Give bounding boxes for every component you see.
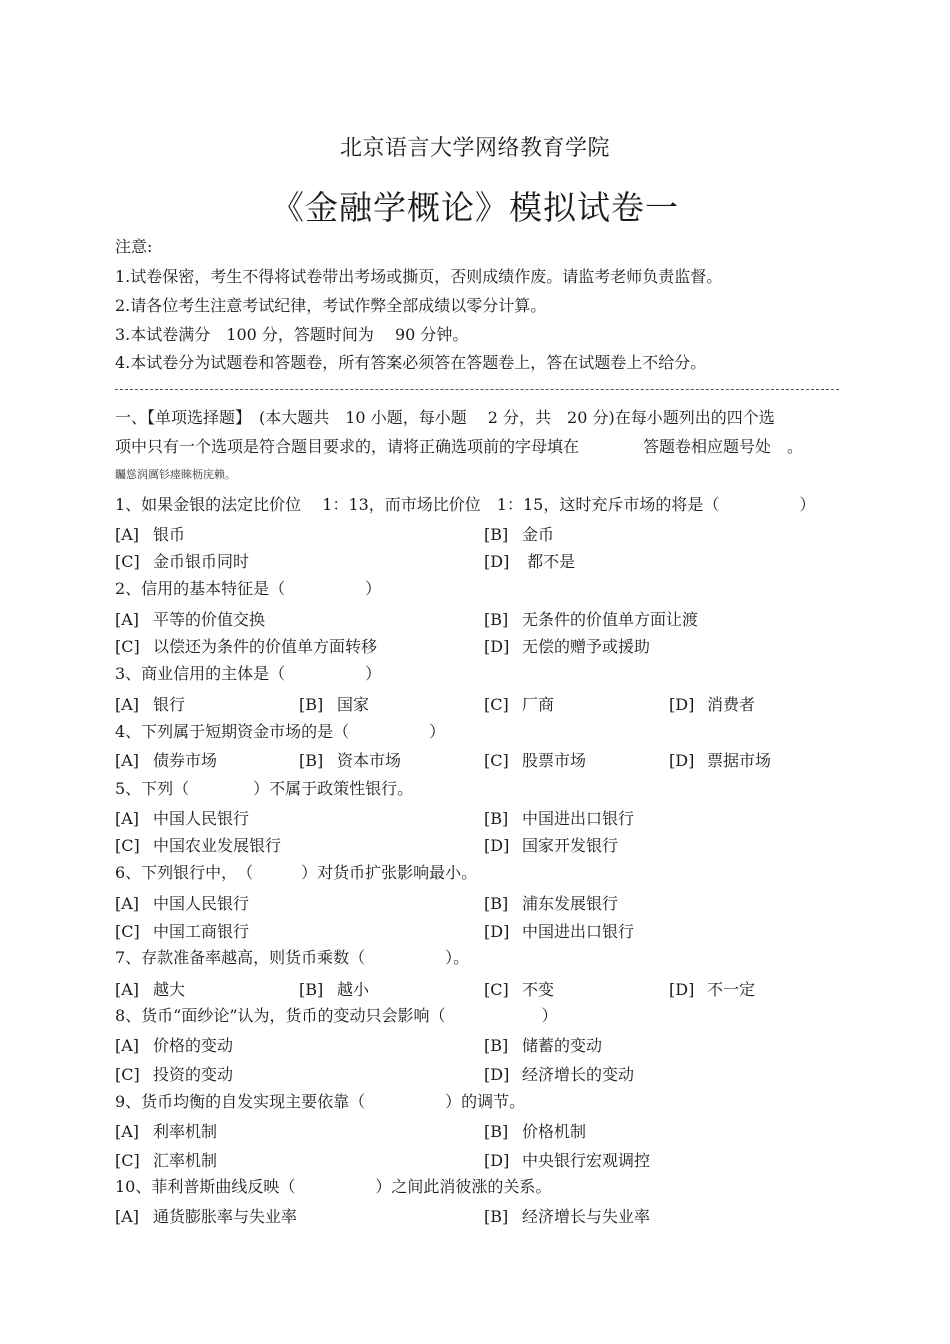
option-b (299, 980, 369, 1000)
option-label: [B] (484, 1207, 509, 1226)
question-stem: 9、货币均衡的自发实现主要依靠（ ）的调节。 (115, 1092, 526, 1111)
option-a (115, 894, 249, 914)
option-label: [D] (669, 751, 695, 770)
option-label: [B] (484, 610, 509, 629)
section-instruction: 项中只有一个选项是符合题目要求的，请将正确选项前的字母填在 答题卷相应题号处 。 (115, 437, 804, 456)
option-label: [B] (484, 894, 509, 913)
question-stem: 8、货币“面纱论”认为，货币的变动只会影响（ ） (115, 1006, 558, 1025)
option-c (484, 695, 554, 715)
option-text: 中国进出口银行 (522, 922, 635, 941)
option-a (115, 980, 185, 1000)
option-d (484, 1065, 634, 1085)
option-label: [C] (484, 751, 509, 770)
option-label: [C] (115, 1151, 140, 1170)
option-label: [D] (484, 1065, 510, 1084)
notice-item: 2.请各位考生注意考试纪律，考试作弊全部成绩以零分计算。 (115, 296, 547, 315)
option-text: 价格机制 (522, 1122, 587, 1141)
option-text: 债券市场 (153, 751, 218, 770)
option-d (484, 1151, 650, 1171)
option-label: [C] (484, 980, 509, 999)
option-text: 无偿的赠予或援助 (522, 637, 651, 656)
school-name: 北京语言大学网络教育学院 (339, 136, 610, 161)
option-text: 储蓄的变动 (522, 1036, 603, 1055)
option-label: [B] (484, 1122, 509, 1141)
option-b (299, 695, 369, 715)
option-text: 越小 (337, 980, 370, 999)
option-text: 厂商 (522, 695, 555, 714)
option-b (484, 610, 698, 630)
option-text: 资本市场 (337, 751, 402, 770)
notice-item: 4.本试卷分为试题卷和答题卷，所有答案必须答在答题卷上，答在试题卷上不给分。 (115, 353, 707, 372)
option-text: 金币银币同时 (153, 552, 250, 571)
option-label: [C] (115, 836, 140, 855)
option-text: 不变 (522, 980, 555, 999)
option-label: [A] (115, 1036, 140, 1055)
question-stem: 7、存款准备率越高，则货币乘数（ ）。 (115, 948, 470, 967)
option-c (484, 751, 586, 771)
option-d (669, 695, 755, 715)
section-instruction: 一、【单项选择题】 (本大题共 10 小题，每小题 2 分，共 20 分)在每小题列出的四个选 (115, 408, 775, 427)
option-a (115, 1207, 297, 1227)
option-text: 价格的变动 (153, 1036, 234, 1055)
option-b (484, 1207, 650, 1227)
option-text: 中央银行宏观调控 (522, 1151, 651, 1170)
option-a (115, 1036, 233, 1056)
option-label: [A] (115, 980, 140, 999)
option-text: 经济增长的变动 (522, 1065, 635, 1084)
option-a (115, 1122, 217, 1142)
option-d (484, 922, 634, 942)
option-label: [A] (115, 610, 140, 629)
option-a (115, 695, 185, 715)
option-text: 票据市场 (707, 751, 772, 770)
option-label: [C] (115, 637, 140, 656)
option-b (484, 525, 554, 545)
option-label: [A] (115, 695, 140, 714)
option-text: 汇率机制 (153, 1151, 218, 1170)
option-text: 越大 (153, 980, 186, 999)
option-b (484, 894, 618, 914)
question-stem: 4、下列属于短期资金市场的是（ ） (115, 722, 446, 741)
option-text: 消费者 (707, 695, 756, 714)
option-text: 中国进出口银行 (522, 809, 635, 828)
option-c (484, 980, 554, 1000)
option-d (669, 751, 771, 771)
option-b (484, 809, 634, 829)
option-label: [C] (484, 695, 509, 714)
option-d (669, 980, 755, 1000)
option-a (115, 525, 185, 545)
notice-item: 3.本试卷满分 100 分，答题时间为 90 分钟。 (115, 325, 469, 344)
option-a (115, 610, 265, 630)
option-a (115, 809, 249, 829)
option-text: 无条件的价值单方面让渡 (522, 610, 699, 629)
option-label: [D] (484, 637, 510, 656)
option-d (484, 552, 575, 572)
option-text: 不一定 (707, 980, 756, 999)
question-stem: 6、下列银行中， （ ）对货币扩张影响最小。 (115, 863, 478, 882)
option-text: 中国人民银行 (153, 894, 250, 913)
option-c (115, 836, 281, 856)
option-label: [B] (299, 980, 324, 999)
option-label: [C] (115, 552, 140, 571)
option-text: 经济增长与失业率 (522, 1207, 651, 1226)
exam-title: 《金融学概论》模拟试卷一 (271, 188, 679, 227)
option-label: [C] (115, 922, 140, 941)
option-label: [B] (484, 1036, 509, 1055)
option-b (299, 751, 401, 771)
option-text: 浦东发展银行 (522, 894, 619, 913)
option-c (115, 552, 249, 572)
option-label: [A] (115, 751, 140, 770)
option-text: 银行 (153, 695, 186, 714)
option-text: 国家开发银行 (522, 836, 619, 855)
option-c (115, 922, 249, 942)
option-b (484, 1036, 602, 1056)
option-label: [A] (115, 1122, 140, 1141)
option-label: [B] (299, 751, 324, 770)
question-stem: 10、菲利普斯曲线反映（ ）之间此消彼涨的关系。 (115, 1177, 552, 1196)
notice-item: 1.试卷保密，考生不得将试卷带出考场或撕页，否则成绩作废。请监考老师负责监督。 (115, 267, 723, 286)
option-a (115, 751, 217, 771)
option-text: 国家 (337, 695, 370, 714)
option-label: [D] (484, 552, 510, 571)
garbled-text: 矚慫润厲钐瘗睞枥庑赖。 (115, 468, 236, 481)
option-text: 通货膨胀率与失业率 (153, 1207, 298, 1226)
option-label: [B] (484, 809, 509, 828)
option-label: [B] (484, 525, 509, 544)
dashed-divider (115, 389, 839, 390)
option-text: 股票市场 (522, 751, 587, 770)
option-c (115, 637, 377, 657)
option-text: 金币 (522, 525, 555, 544)
option-text: 中国人民银行 (153, 809, 250, 828)
option-text: 以偿还为条件的价值单方面转移 (153, 637, 378, 656)
option-d (484, 637, 650, 657)
option-label: [D] (484, 1151, 510, 1170)
option-text: 利率机制 (153, 1122, 218, 1141)
option-text: 银币 (153, 525, 186, 544)
option-label: [D] (669, 980, 695, 999)
option-text: 中国农业发展银行 (153, 836, 282, 855)
option-label: [A] (115, 894, 140, 913)
option-text: 中国工商银行 (153, 922, 250, 941)
question-stem: 3、商业信用的主体是（ ） (115, 664, 382, 683)
question-stem: 1、如果金银的法定比价位 1：13，而市场比价位 1：15，这时充斥市场的将是（ ） (115, 495, 816, 514)
option-c (115, 1065, 233, 1085)
option-label: [D] (484, 836, 510, 855)
question-stem: 2、信用的基本特征是（ ） (115, 579, 382, 598)
option-text: 都不是 (522, 552, 576, 571)
notice-heading: 注意: (115, 237, 153, 256)
option-label: [B] (299, 695, 324, 714)
option-label: [A] (115, 809, 140, 828)
option-text: 平等的价值交换 (153, 610, 266, 629)
option-label: [C] (115, 1065, 140, 1084)
option-label: [A] (115, 1207, 140, 1226)
option-label: [D] (669, 695, 695, 714)
option-b (484, 1122, 586, 1142)
option-label: [A] (115, 525, 140, 544)
option-c (115, 1151, 217, 1171)
question-stem: 5、下列（ ）不属于政策性银行。 (115, 779, 414, 798)
option-d (484, 836, 618, 856)
option-label: [D] (484, 922, 510, 941)
option-text: 投资的变动 (153, 1065, 234, 1084)
